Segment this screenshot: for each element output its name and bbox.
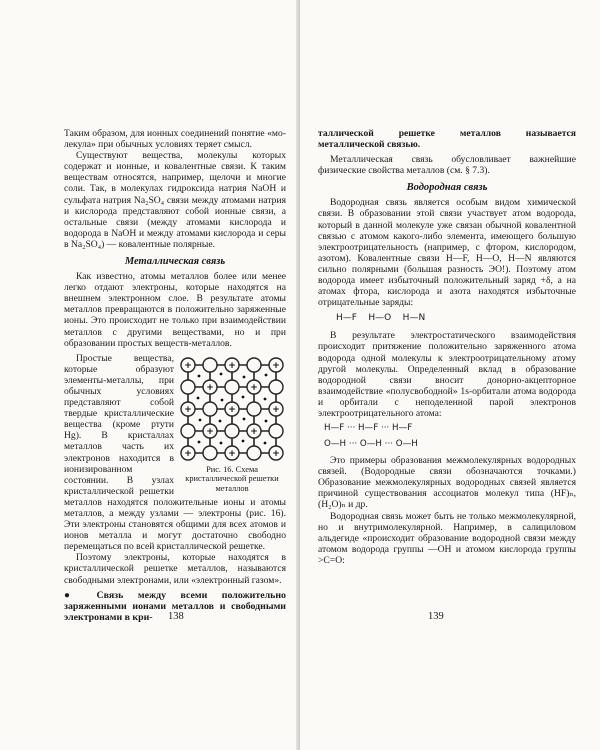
svg-text:+: + (228, 404, 236, 415)
svg-text:+: + (272, 448, 280, 459)
intro-paragraph: Существуют вещества, молекулы которых содержат и ионные, и ковалентные связи. К таким веществам относятся, например, щелочи и многие соли. Так, в молекулах гидроксида натрия NaOH и сульфата натрия Na₂SO₄ связи между атомами натрия и кислорода представляют собой ионные связи, а остальные связи (между атомами кислорода и водорода в NaOH и между атомами кислорода и серы в Na₂SO₄) — ковалентные полярные. (64, 150, 286, 250)
figure-caption: Рис. 16. Схема кристаллической решетки металлов (185, 464, 279, 493)
svg-text:+: + (228, 360, 236, 371)
svg-text:+: + (206, 426, 214, 437)
body-paragraph: Металлическая связь обусловливает важнейшие физические свойства металлов (см. § 7.3). (318, 154, 576, 177)
svg-text:+: + (184, 448, 192, 459)
svg-text:+: + (272, 404, 280, 415)
body-paragraph: Поэтому электроны, которые находятся в кристаллической решетке металлов, называются свободными электронами, или «электронный газом». (64, 552, 286, 586)
body-paragraph: Как известно, атомы металлов более или менее легко отдают электроны, которые находятся на внешнем электронном слое. В результате атомы металлов превращаются в положительно заряженные ионы. Это происходит не только при взаимодействии металлов с другими веществами, но и при образовании простых веществ-металлов. (64, 271, 286, 349)
svg-text:+: + (206, 382, 214, 393)
body-paragraph: Водородная связь может быть не только межмолекулярной, но и внутримолекулярной. Например, в салициловом альдегиде «происходит образование водородной связи между атомом водорода группы —OH и атомом кислорода группы >C=O: (318, 510, 576, 566)
svg-text:+: + (272, 360, 280, 371)
hf-chain-formula: H—F ··· H—F ··· H—F (324, 423, 413, 434)
water-chain-formula: O—H ··· O—H ··· O—H (324, 439, 418, 450)
right-page (300, 0, 600, 750)
body-paragraph: Простые вещества, которые образуют элементы-металлы, при обычных условиях представляют собой твердые кристаллические вещества (кроме ртути Hg). В кристаллах металлов часть их электронов находится в ионизированном состоянии. В узлах кристаллической решетки металлов находятся положительные ионы и атомы металлов, а между узлами — электроны (рис. 16). Эти электроны становятся общими для всех атомов и ионов металла и могут достаточно свободно перемещаться по всей кристаллической решетке. (64, 352, 286, 553)
polar-bonds-formula: H—F H—O H—N (336, 313, 426, 324)
continuation-text: таллической решетке металлов называется металлической связью. (318, 128, 576, 151)
svg-text:+: + (250, 426, 258, 437)
hydrogen-bond-heading: Водородная связь (406, 182, 488, 194)
body-paragraph: Это примеры образования межмолекулярных водородных связей. (Водородные связи обозначаются точками.) Образование межмолекулярных водородных связей является причиной существования ассоциатов молекул типа (HF)ₙ, (H₂O)ₙ и др. (318, 455, 576, 511)
lattice-diagram (178, 355, 286, 463)
svg-text:+: + (250, 382, 258, 393)
page-number: 138 (168, 611, 184, 622)
page-number: 139 (428, 611, 444, 622)
body-paragraph: Водородная связь является особым видом химической связи. В образовании этой связи участвует атом водорода, который в данной молекуле уже связан обычной ковалентной связью с атомом какого-либо элемента, имеющего большую электроотрицательность (например, с фтором, кислородом, азотом). Ковалентные связи H—F, H—O, H—N являются сильно полярными (большая разность ЭО!). Поэтому атом водорода имеет избыточный положительный заряд +δ, а на атомах фтора, кислорода и азота находятся избыточные отрицательные заряды: (318, 197, 576, 309)
intro-paragraph: Таким образом, для ионных соединений понятие «мо-лекула» при обычных условиях теряет смысл. (64, 128, 286, 151)
svg-text:+: + (184, 404, 192, 415)
svg-text:+: + (228, 448, 236, 459)
body-paragraph: В результате электростатического взаимодействия происходит притяжение положительно заряженного атома водорода одной молекулы к электроотрицательному атому другой молекулы. Определенный вклад в образование водородной связи вносит донорно-акцепторное взаимодействие «полусвободной» 1s-орбитали атома водорода и орбитали с неподеленной парой электронов электроотрицательного атома: (318, 330, 576, 419)
definition-bullet: ● Связь между всеми положительно заряженными ионами металлов и свободными электронами в кри- (64, 589, 286, 624)
metallic-bond-heading: Металлическая связь (124, 256, 226, 268)
svg-text:+: + (184, 360, 192, 371)
lattice-figure (178, 355, 286, 494)
